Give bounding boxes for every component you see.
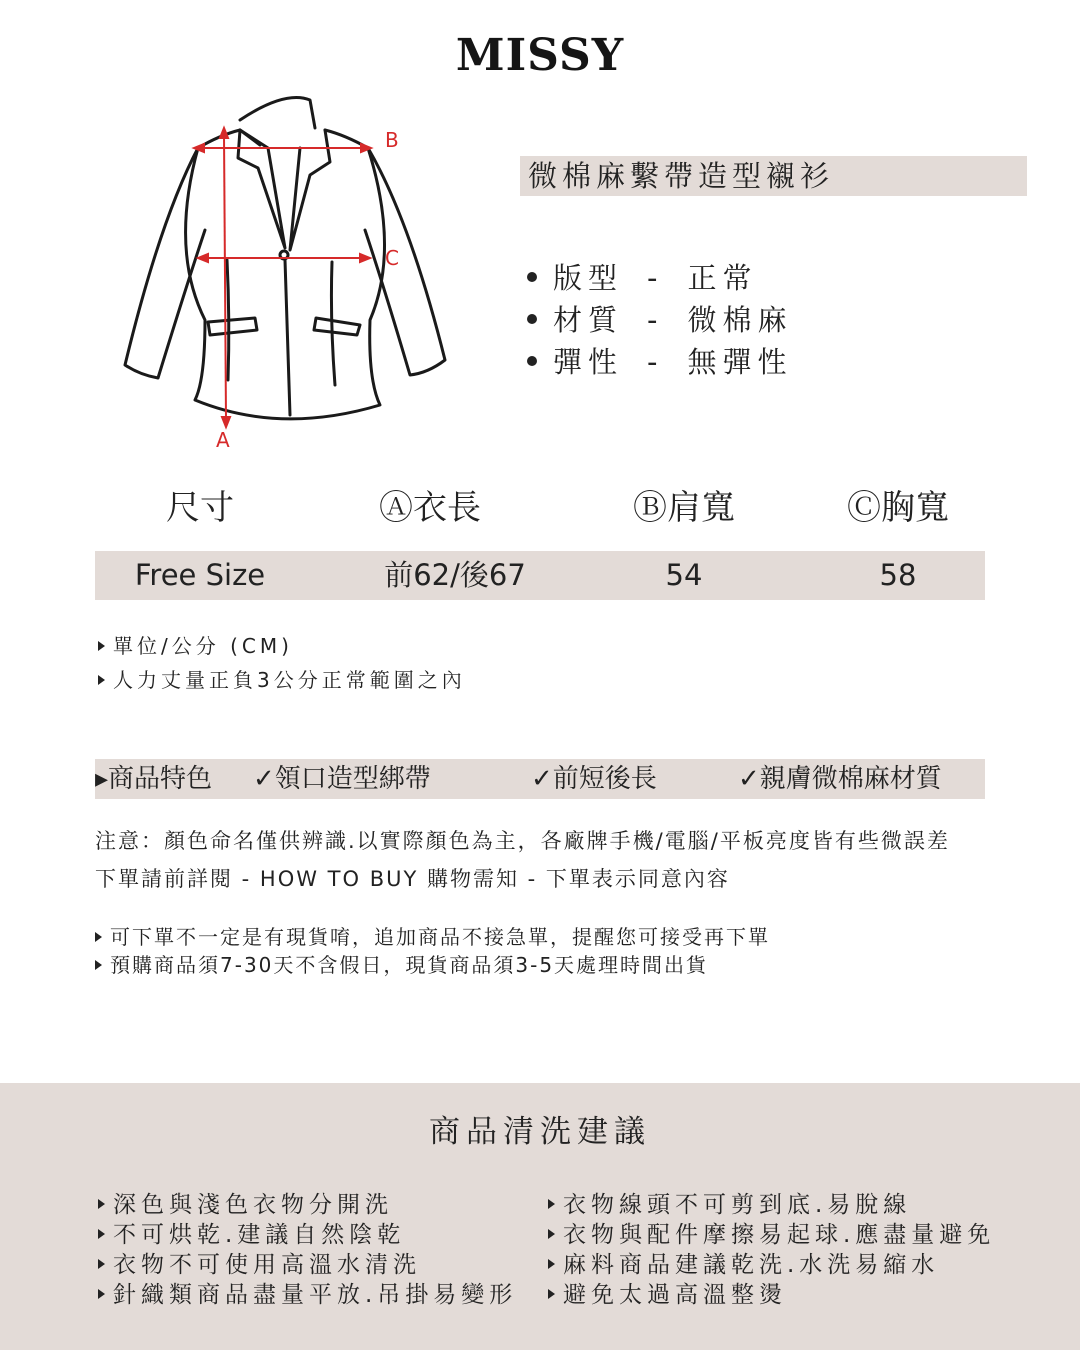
bullet-dot-icon <box>527 314 537 324</box>
triangle-bullet-icon <box>98 675 105 685</box>
spec-label: 彈性 <box>553 345 624 379</box>
order-note <box>95 922 770 952</box>
care-item <box>548 1220 995 1250</box>
jacket-illustration <box>110 90 460 460</box>
triangle-bullet-icon <box>548 1199 555 1209</box>
feature-item: ✓領口造型綁帶 <box>253 764 431 794</box>
garment-diagram <box>110 90 460 460</box>
product-title: 微棉麻繫帶造型襯衫 <box>520 156 1027 196</box>
care-item-text: 避免太過高溫整燙 <box>563 1282 787 1308</box>
spec-separator: - <box>647 261 664 295</box>
spec-item <box>527 258 758 298</box>
size-cell-chest: 58 <box>879 558 917 592</box>
care-item-text: 衣物與配件摩擦易起球.應盡量避免 <box>563 1222 996 1248</box>
triangle-bullet-icon <box>95 960 102 970</box>
care-title: 商品清洗建議 <box>429 1114 651 1150</box>
triangle-bullet-icon <box>98 1199 105 1209</box>
order-note <box>95 950 708 980</box>
care-item <box>98 1280 517 1310</box>
spec-value: 正常 <box>687 261 758 295</box>
care-item <box>98 1190 393 1220</box>
triangle-bullet-icon <box>548 1259 555 1269</box>
care-item-text: 麻料商品建議乾洗.水洗易縮水 <box>563 1252 940 1278</box>
spec-value: 無彈性 <box>687 345 793 379</box>
triangle-bullet-icon <box>98 641 105 651</box>
care-item-text: 衣物不可使用高溫水清洗 <box>113 1252 421 1278</box>
care-item <box>98 1250 421 1280</box>
size-note <box>98 632 293 660</box>
size-header-length: Ⓐ衣長 <box>379 488 481 528</box>
feature-item: ✓前短後長 <box>531 764 657 794</box>
triangle-bullet-icon <box>95 932 102 942</box>
brand-logo: MISSY <box>455 30 625 81</box>
size-note-text: 人力丈量正負3公分正常範圍之內 <box>113 668 466 692</box>
bullet-dot-icon <box>527 356 537 366</box>
order-note-text: 可下單不一定是有現貨唷，追加商品不接急單，提醒您可接受再下單 <box>110 925 770 949</box>
size-header-chest: Ⓒ胸寬 <box>847 488 949 528</box>
care-item <box>548 1280 787 1310</box>
spec-separator: - <box>647 303 664 337</box>
care-item-text: 針織類商品盡量平放.吊掛易變形 <box>113 1282 518 1308</box>
bullet-dot-icon <box>527 272 537 282</box>
measure-label-a: A <box>216 428 230 452</box>
size-row <box>95 551 985 600</box>
care-item-text: 不可烘乾.建議自然陰乾 <box>113 1222 406 1248</box>
feature-label: ▸商品特色 <box>95 764 213 794</box>
spec-label: 版型 <box>553 261 624 295</box>
measure-label-b: B <box>385 128 399 152</box>
size-note <box>98 666 466 694</box>
care-item <box>98 1220 405 1250</box>
triangle-bullet-icon <box>98 1289 105 1299</box>
spec-item <box>527 300 793 340</box>
spec-item <box>527 342 793 382</box>
spec-label: 材質 <box>553 303 624 337</box>
triangle-bullet-icon <box>548 1289 555 1299</box>
spec-value: 微棉麻 <box>687 303 793 337</box>
size-cell-shoulder: 54 <box>665 558 703 592</box>
feature-item: ✓親膚微棉麻材質 <box>738 764 942 794</box>
size-cell-length: 前62/後67 <box>384 558 526 592</box>
care-item <box>548 1190 911 1220</box>
care-item-text: 衣物線頭不可剪到底.易脫線 <box>563 1192 912 1218</box>
size-cell-size: Free Size <box>134 558 266 592</box>
size-note-text: 單位/公分 (CM) <box>113 634 293 658</box>
order-note-text: 預購商品須7-30天不含假日，現貨商品須3-5天處理時間出貨 <box>110 953 709 977</box>
care-item-text: 深色與淺色衣物分開洗 <box>113 1192 393 1218</box>
triangle-bullet-icon <box>548 1229 555 1239</box>
triangle-bullet-icon <box>98 1259 105 1269</box>
triangle-bullet-icon <box>98 1229 105 1239</box>
notice-line: 注意：顏色命名僅供辨識.以實際顏色為主，各廠牌手機/電腦/平板亮度皆有些微誤差 <box>95 829 950 853</box>
spec-separator: - <box>647 345 664 379</box>
size-header-size: 尺寸 <box>166 488 234 528</box>
notice-line: 下單請前詳閱 - HOW TO BUY 購物需知 - 下單表示同意內容 <box>95 867 730 891</box>
measure-label-c: C <box>385 246 399 270</box>
feature-bar <box>95 759 985 799</box>
care-item <box>548 1250 939 1280</box>
size-header-shoulder: Ⓑ肩寬 <box>633 488 735 528</box>
